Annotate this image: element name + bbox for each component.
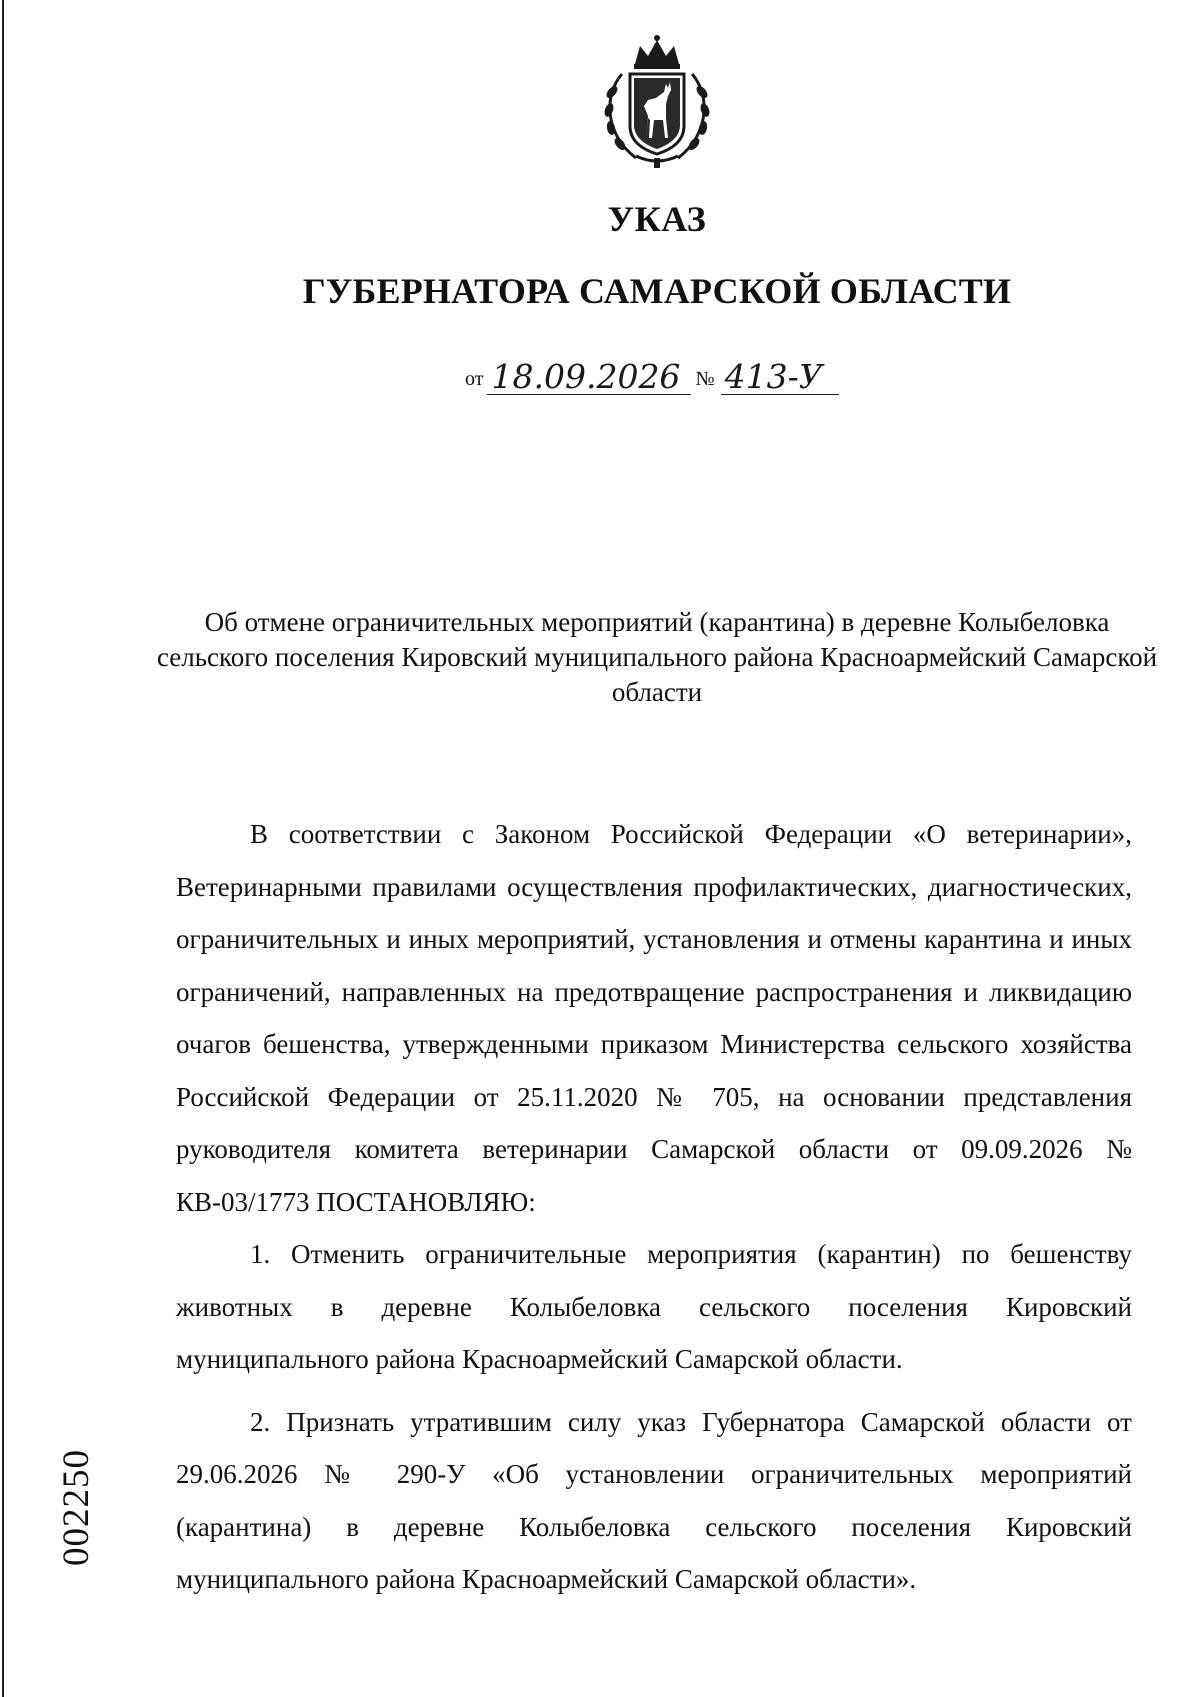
document-title: УКАЗ [607, 199, 707, 239]
date-number-line [465, 355, 839, 395]
registration-number: 002250 [56, 1449, 97, 1566]
item-2-paragraph: 2. Признать утратившим силу указ Губернатора Самарской области от 29.06.2026 № 290-У «Об установлении ограничительных мероприятий (карантина) в деревне Колыбеловка сельского поселения Кировский муниципального района Красноармейский Самарской области». [176, 1406, 1132, 1594]
document-issuer: ГУБЕРНАТОРА САМАРСКОЙ ОБЛАСТИ [302, 271, 1012, 311]
page-left-border [2, 0, 4, 1697]
document-subject: Об отмене ограничительных мероприятий (карантина) в деревне Колыбеловка сельского поселения Кировский муниципального района Красноармейский Самарской области [156, 607, 1158, 707]
samara-coat-of-arms-icon [596, 34, 718, 172]
date-from-label: от [465, 368, 484, 390]
document-body [176, 808, 1132, 1606]
preamble-paragraph: В соответствии с Законом Российской Федерации «О ветеринарии», Ветеринарными правилами осуществления профилактических, диагностических, ограничительных и иных мероприятий, установления и отмены карантина и иных ограничений, направленных на предотвращение распространения и ликвидацию очагов бешенства, утвержденными приказом Министерства сельского хозяйства Российской Федерации от 25.11.2020 № 705, на основании представления руководителя комитета ветеринарии Самарской области от 09.09.2026 № КВ-03/1773 ПОСТАНОВЛЯЮ: [176, 819, 1132, 1217]
handwritten-number: 413-У [721, 360, 839, 395]
handwritten-date: 18.09.2026 [487, 360, 691, 395]
item-1-paragraph: 1. Отменить ограничительные мероприятия (карантин) по бешенству животных в деревне Колыбеловка сельского поселения Кировский муниципального района Красноармейский Самарской области. [176, 1239, 1132, 1374]
number-label: № [695, 368, 715, 390]
